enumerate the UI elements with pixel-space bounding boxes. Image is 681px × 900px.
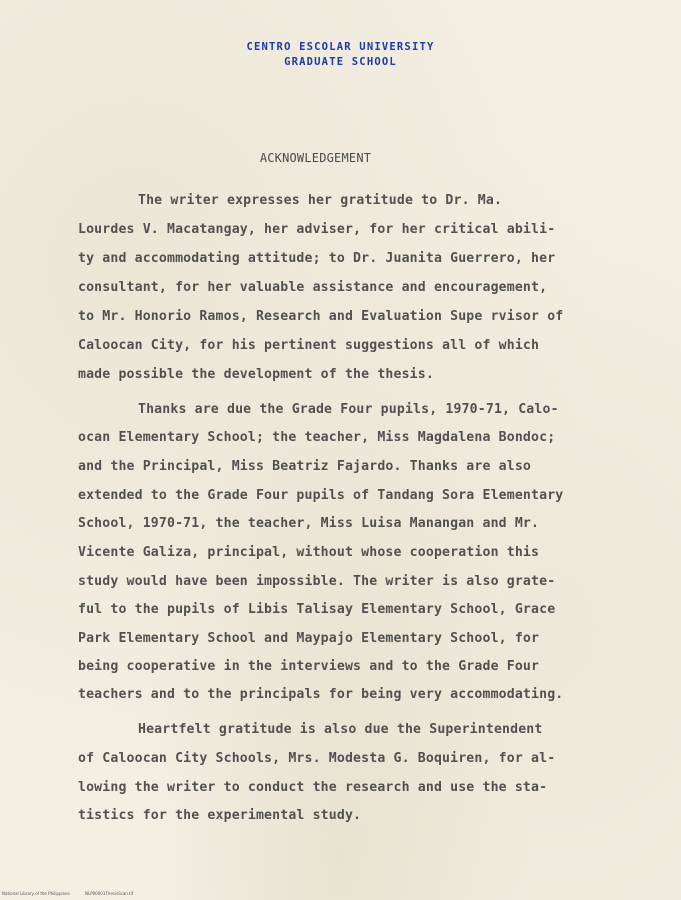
footer-library: National Library of the Philippines [2,891,70,896]
scan-footer [2,891,133,896]
paragraph-1-line: Caloocan City, for his pertinent suggestions all of which [78,338,540,353]
footer-code: NLP00001ThesisScan.tif [85,891,134,896]
paragraph-2-line: ocan Elementary School; the teacher, Miss Magdalena Bondoc; [78,430,556,445]
paragraph-2-line: being cooperative in the interviews and to the Grade Four [78,659,540,674]
paragraph-2-line: Park Elementary School and Maypajo Elementary School, for [78,631,540,646]
paragraph-3-line: lowing the writer to conduct the research and use the sta- [78,780,548,795]
paragraph-2-line: study would have been impossible. The writer is also grate- [78,574,556,589]
page-title: ACKNOWLEDGEMENT [259,151,372,165]
paragraph-3-line: of Caloocan City Schools, Mrs. Modesta G. Boquiren, for al- [78,751,556,766]
letterhead-university: CENTRO ESCOLAR UNIVERSITY [246,41,435,53]
paragraph-2-line: teachers and to the principals for being very accommodating. [78,687,564,702]
paragraph-2-line: Vicente Galiza, principal, without whose cooperation this [78,545,540,560]
paragraph-2-line: Thanks are due the Grade Four pupils, 1970-71, Calo- [138,402,559,417]
paragraph-1-line: to Mr. Honorio Ramos, Research and Evaluation Supe rvisor of [78,309,564,324]
paragraph-3-line: Heartfelt gratitude is also due the Superintendent [138,722,543,737]
paragraph-1-line: consultant, for her valuable assistance and encouragement, [78,280,548,295]
paragraph-1-line: ty and accommodating attitude; to Dr. Juanita Guerrero, her [78,251,556,266]
paragraph-1-line: made possible the development of the thesis. [78,367,434,382]
paragraph-2-line: extended to the Grade Four pupils of Tandang Sora Elementary [78,488,564,503]
paragraph-1-line: Lourdes V. Macatangay, her adviser, for her critical abili- [78,222,556,237]
paragraph-2-line: ful to the pupils of Libis Talisay Elementary School, Grace [78,602,556,617]
paragraph-2-line: School, 1970-71, the teacher, Miss Luisa Manangan and Mr. [78,516,540,531]
paragraph-3-line: tistics for the experimental study. [78,808,362,823]
paragraph-2-line: and the Principal, Miss Beatriz Fajardo. Thanks are also [78,459,532,474]
letterhead-school: GRADUATE SCHOOL [284,56,397,68]
paragraph-1-line: The writer expresses her gratitude to Dr. Ma. [138,193,503,208]
